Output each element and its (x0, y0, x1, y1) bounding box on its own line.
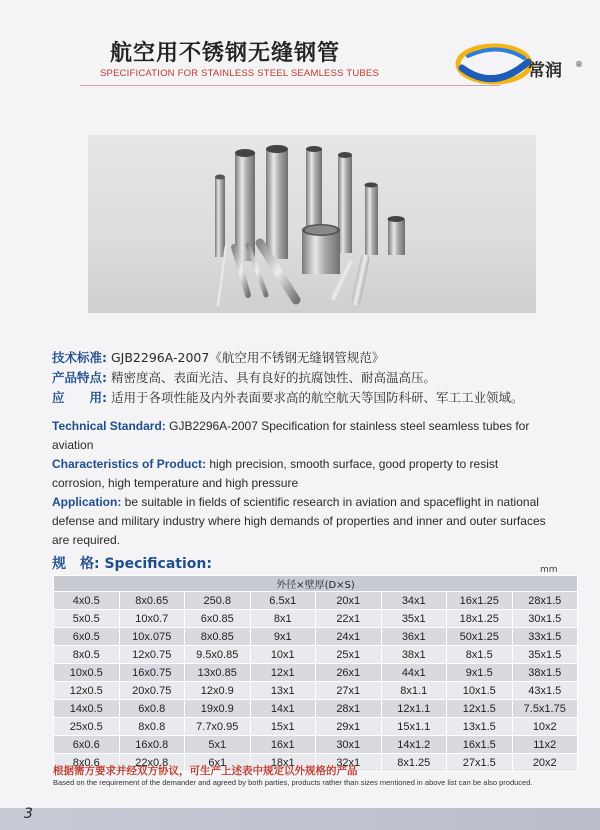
table-cell: 35x1 (381, 610, 447, 628)
table-cell: 16x1 (250, 736, 316, 754)
cn-features-value: 精密度高、表面光洁、具有良好的抗腐蚀性、耐高温高压。 (110, 370, 436, 385)
table-cell: 7.5x1.75 (512, 700, 578, 718)
table-cell: 33x1.5 (512, 628, 578, 646)
table-cell: 8x1.5 (447, 646, 513, 664)
brand-logo-icon (454, 40, 584, 90)
table-cell: 27x1.5 (447, 754, 513, 772)
table-cell: 14x1 (250, 700, 316, 718)
table-cell: 18x1 (250, 754, 316, 772)
table-cell: 30x1 (316, 736, 382, 754)
registered-mark: ® (575, 60, 583, 69)
cn-standard-row (52, 348, 572, 368)
cn-application-label: 应 用: (52, 390, 107, 405)
table-row (54, 700, 578, 718)
table-row (54, 718, 578, 736)
table-cell: 6x0.6 (54, 736, 120, 754)
table-cell: 25x0.5 (54, 718, 120, 736)
table-cell: 16x1.25 (447, 592, 513, 610)
table-cell: 12x1 (250, 664, 316, 682)
table-cell: 10x1 (250, 646, 316, 664)
table-cell: 34x1 (381, 592, 447, 610)
en-standard-value: GJB2296A-2007 Specification for stainless steel seamless tubes for aviation (52, 419, 530, 452)
en-features-value: high precision, smooth surface, good property to resist corrosion, high temperature and high pressure (52, 457, 499, 490)
table-cell: 15x1 (250, 718, 316, 736)
table-cell: 36x1 (381, 628, 447, 646)
table-cell: 19x0.9 (185, 700, 251, 718)
spec-heading: 规 格: Specification: (52, 556, 212, 572)
table-cell: 14x0.5 (54, 700, 120, 718)
table-cell: 15x1.1 (381, 718, 447, 736)
table-cell: 8x1.25 (381, 754, 447, 772)
table-cell: 6x0.5 (54, 628, 120, 646)
table-cell: 18x1.25 (447, 610, 513, 628)
table-cell: 8x0.6 (54, 754, 120, 772)
table-row (54, 736, 578, 754)
table-row (54, 664, 578, 682)
table-cell: 29x1 (316, 718, 382, 736)
table-cell: 9x1.5 (447, 664, 513, 682)
table-cell: 50x1.25 (447, 628, 513, 646)
en-product-info (52, 417, 552, 550)
en-standard-paragraph (52, 417, 552, 455)
table-cell: 12x0.75 (119, 646, 185, 664)
en-features-label: Characteristics of Product: (52, 457, 207, 471)
footer-band (0, 808, 600, 830)
table-cell: 20x1 (316, 592, 382, 610)
table-cell: 43x1.5 (512, 682, 578, 700)
table-cell: 38x1 (381, 646, 447, 664)
brand-name: 常润 (528, 61, 562, 81)
table-cell: 6x1 (185, 754, 251, 772)
cn-product-info (52, 348, 572, 408)
table-cell: 30x1.5 (512, 610, 578, 628)
table-cell: 6x0.8 (119, 700, 185, 718)
table-cell: 250.8 (185, 592, 251, 610)
table-cell: 22x1 (316, 610, 382, 628)
product-photo (88, 135, 536, 313)
table-cell: 10x1.5 (447, 682, 513, 700)
cn-standard-label: 技术标准: (52, 350, 107, 365)
page-title: 航空用不锈钢无缝钢管 (110, 41, 341, 66)
table-row (54, 628, 578, 646)
table-cell: 11x2 (512, 736, 578, 754)
table-cell: 20x0.75 (119, 682, 185, 700)
cn-features-row (52, 368, 572, 388)
table-cell: 28x1.5 (512, 592, 578, 610)
en-standard-label: Technical Standard: (52, 419, 166, 433)
table-row (54, 646, 578, 664)
table-cell: 38x1.5 (512, 664, 578, 682)
table-row (54, 592, 578, 610)
cn-standard-value: GJB2296A-2007《航空用不锈钢无缝钢管规范》 (110, 350, 385, 365)
table-cell: 10x.075 (119, 628, 185, 646)
table-cell: 16x0.8 (119, 736, 185, 754)
unit-label: mm (540, 565, 558, 575)
table-cell: 16x1.5 (447, 736, 513, 754)
table-cell: 20x2 (512, 754, 578, 772)
table-cell: 12x0.5 (54, 682, 120, 700)
spec-table-header: 外径×壁厚(D×S) (54, 576, 578, 592)
table-cell: 22x0.8 (119, 754, 185, 772)
en-features-paragraph (52, 455, 552, 493)
table-cell: 35x1.5 (512, 646, 578, 664)
cn-application-row (52, 388, 572, 408)
table-cell: 13x0.85 (185, 664, 251, 682)
table-cell: 27x1 (316, 682, 382, 700)
note-en: Based on the requirement of the demander and agreed by both parties, products rather than sizes mentioned in above list can be also produced. (53, 778, 533, 787)
note-cn: 根据需方要求并经双方协议，可生产上述表中规定以外规格的产品 (53, 765, 358, 777)
table-cell: 12x1.5 (447, 700, 513, 718)
spec-table-body (54, 592, 578, 772)
table-cell: 25x1 (316, 646, 382, 664)
table-cell: 8x1.1 (381, 682, 447, 700)
table-cell: 6.5x1 (250, 592, 316, 610)
page-number: 3 (24, 806, 33, 822)
table-cell: 13x1 (250, 682, 316, 700)
table-cell: 8x0.65 (119, 592, 185, 610)
table-cell: 8x0.8 (119, 718, 185, 736)
table-cell: 8x0.85 (185, 628, 251, 646)
table-cell: 5x1 (185, 736, 251, 754)
steel-tubes-image (88, 135, 536, 313)
table-cell: 9.5x0.85 (185, 646, 251, 664)
spec-table (53, 575, 578, 772)
spec-table-header-row (54, 576, 578, 592)
table-cell: 10x2 (512, 718, 578, 736)
table-row (54, 682, 578, 700)
title-divider (80, 85, 500, 86)
en-application-label: Application: (52, 495, 122, 509)
table-cell: 8x1 (250, 610, 316, 628)
table-cell: 10x0.5 (54, 664, 120, 682)
en-application-paragraph (52, 493, 552, 550)
table-cell: 6x0.85 (185, 610, 251, 628)
cn-features-label: 产品特点: (52, 370, 107, 385)
table-cell: 12x0.9 (185, 682, 251, 700)
table-cell: 16x0.75 (119, 664, 185, 682)
table-cell: 8x0.5 (54, 646, 120, 664)
table-cell: 10x0.7 (119, 610, 185, 628)
table-cell: 12x1.1 (381, 700, 447, 718)
table-row (54, 610, 578, 628)
page-subtitle: SPECIFICATION FOR STAINLESS STEEL SEAMLESS TUBES (100, 68, 380, 79)
table-cell: 14x1.2 (381, 736, 447, 754)
table-cell: 9x1 (250, 628, 316, 646)
table-cell: 4x0.5 (54, 592, 120, 610)
cn-application-value: 适用于各项性能及内外表面要求高的航空航天等国防科研、军工工业领域。 (110, 390, 524, 405)
table-cell: 44x1 (381, 664, 447, 682)
table-cell: 13x1.5 (447, 718, 513, 736)
table-cell: 5x0.5 (54, 610, 120, 628)
table-cell: 32x1 (316, 754, 382, 772)
table-cell: 7.7x0.95 (185, 718, 251, 736)
table-cell: 26x1 (316, 664, 382, 682)
en-application-value: be suitable in fields of scientific research in aviation and spaceflight in national defense and military industry where high demands of properties and inner and outer surfaces are required. (52, 495, 546, 547)
table-cell: 24x1 (316, 628, 382, 646)
table-cell: 28x1 (316, 700, 382, 718)
